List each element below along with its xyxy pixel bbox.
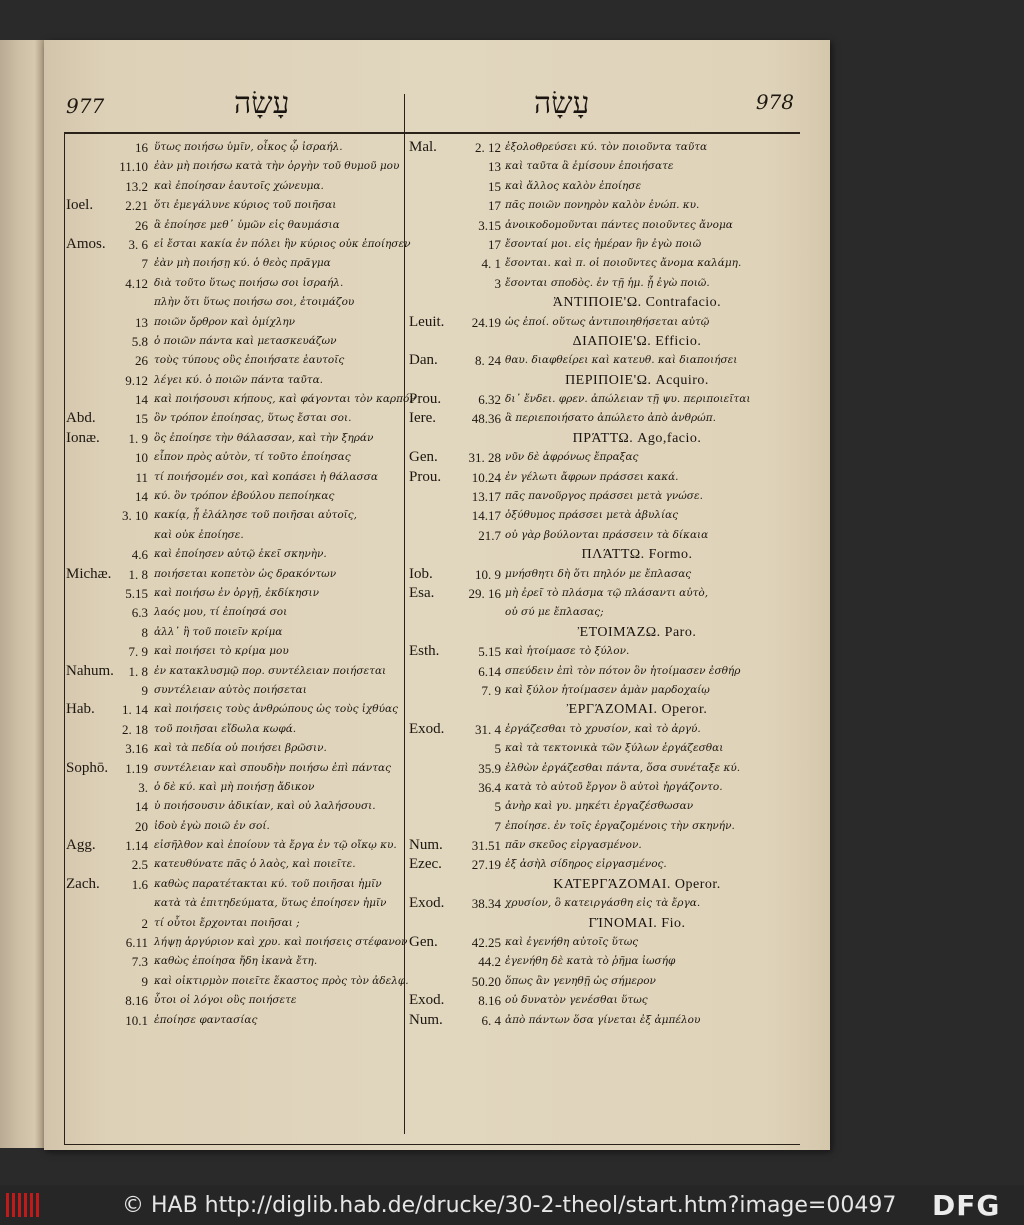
verse-reference: 44.2 bbox=[478, 954, 501, 970]
greek-text: ἐλθὼν ἐργάζεσθαι πάντα, ὅσα συνέταξε κύ. bbox=[505, 761, 741, 774]
concordance-entry bbox=[407, 933, 797, 952]
verse-reference: 4.6 bbox=[131, 547, 148, 563]
book-name: Prou. bbox=[409, 468, 442, 485]
greek-text: συντέλειαν αὐτὸς ποιήσεται bbox=[154, 683, 307, 696]
concordance-entry bbox=[64, 797, 402, 816]
verse-reference: 29. 16 bbox=[468, 585, 501, 601]
book-page bbox=[44, 40, 830, 1150]
verse-reference: 6.32 bbox=[478, 392, 501, 408]
book-name: Abd. bbox=[66, 410, 96, 427]
concordance-entry bbox=[407, 952, 797, 971]
book-name: Prou. bbox=[409, 391, 442, 408]
verse-reference: 8.16 bbox=[478, 993, 501, 1009]
verse-reference: 14 bbox=[135, 489, 148, 505]
lemma-heading: ΠΕΡΙΠΟΙΕ'Ω. Acquiro. bbox=[565, 372, 709, 388]
greek-text: ὁ ποιῶν πάντα καὶ μετασκευάζων bbox=[154, 334, 337, 347]
verse-reference: 1. 14 bbox=[122, 702, 148, 718]
verse-reference: 1.6 bbox=[131, 876, 148, 892]
verse-reference: 16 bbox=[135, 140, 148, 155]
greek-text: νῦν δὲ ἀφρόνως ἔπραξας bbox=[505, 451, 639, 464]
concordance-entry bbox=[407, 720, 797, 739]
verse-reference: 8 bbox=[141, 624, 148, 640]
concordance-entry bbox=[64, 933, 408, 952]
greek-text: ἔσονται σποδὸς. ἐν τῇ ἡμ. ᾗ ἐγὼ ποιῶ. bbox=[505, 276, 710, 289]
concordance-entry bbox=[407, 681, 797, 700]
verse-reference: 11.10 bbox=[119, 159, 148, 175]
concordance-entry bbox=[407, 235, 797, 254]
concordance-entry bbox=[407, 448, 797, 467]
concordance-entry bbox=[407, 351, 797, 370]
concordance-entry bbox=[407, 1011, 797, 1030]
greek-text: καὶ ποιήσω ἐν ὀργῇ, ἐκδίκησιν bbox=[154, 586, 320, 599]
book-name: Agg. bbox=[66, 837, 96, 854]
concordance-entry bbox=[64, 157, 402, 176]
book-name: Iob. bbox=[409, 565, 433, 582]
citation-link[interactable]: © HAB http://diglib.hab.de/drucke/30-2-theol/start.htm?image=00497 bbox=[122, 1193, 897, 1218]
verse-reference: 9.12 bbox=[125, 372, 148, 388]
greek-text: λέγει κύ. ὁ ποιῶν πάντα ταῦτα. bbox=[154, 373, 324, 386]
page-content bbox=[64, 82, 800, 1142]
verse-reference: 13 bbox=[135, 314, 148, 330]
greek-text: καὶ τὰ τεκτονικὰ τῶν ξύλων ἐργάζεσθαι bbox=[505, 742, 724, 755]
greek-text: τί ποιήσομέν σοι, καὶ κοπάσει ἡ θάλασσα bbox=[154, 470, 378, 483]
lemma-heading: ΠΡΆΤΤΩ. Ago,facio. bbox=[572, 430, 702, 446]
greek-text: ἀνοικοδομοῦνται πάντες ποιοῦντες ἄνομα bbox=[505, 218, 733, 231]
hebrew-heading-right: עָשָׂה bbox=[534, 86, 590, 121]
concordance-entry bbox=[64, 875, 402, 894]
concordance-entry bbox=[407, 216, 797, 235]
greek-text: εἶπον πρὸς αὐτὸν, τί τοῦτο ἐποίησας bbox=[154, 451, 351, 464]
greek-text: ὀξύθυμος πράσσει μετὰ ἀβυλίας bbox=[505, 509, 679, 522]
greek-text: ἀπὸ πάντων ὅσα γίνεται ἐξ ἀμπέλου bbox=[505, 1013, 701, 1026]
concordance-entry bbox=[64, 293, 402, 312]
concordance-entry bbox=[407, 468, 797, 487]
greek-text: ἐξ ἀσὴλ σίδηρος εἰργασμένος. bbox=[505, 858, 667, 871]
greek-text: ἐποίησε. ἐν τοῖς ἐργαζομένοις τὴν σκηνήν. bbox=[505, 819, 735, 832]
book-name: Leuit. bbox=[409, 313, 445, 330]
verse-reference: 15 bbox=[488, 178, 501, 194]
concordance-entry bbox=[407, 972, 797, 991]
greek-text: δι᾽ ἔνδει. φρεν. ἀπώλειαν τῇ ψυ. περιποιεῖται bbox=[505, 393, 751, 406]
greek-text: μνήσθητι δὴ ὅτι πηλόν με ἔπλασας bbox=[505, 567, 692, 580]
verse-reference: 14 bbox=[135, 799, 148, 815]
greek-text: ὡς ἐποί. οὕτως ἀντιποιηθήσεται αὐτῷ bbox=[505, 315, 710, 328]
verse-reference: 13.17 bbox=[471, 489, 501, 505]
greek-text: ἐργάζεσθαι τὸ χρυσίον, καὶ τὸ ἀργύ. bbox=[505, 722, 701, 735]
concordance-entry bbox=[407, 739, 797, 758]
concordance-entry bbox=[64, 429, 402, 448]
verse-reference: 9 bbox=[141, 973, 148, 989]
concordance-entry bbox=[64, 584, 402, 603]
book-name: Michæ. bbox=[66, 565, 112, 582]
greek-text: τοὺς τύπους οὓς ἐποιήσατε ἑαυτοῖς bbox=[154, 354, 345, 367]
verse-reference: 1. 9 bbox=[128, 430, 148, 446]
concordance-entry bbox=[407, 836, 797, 855]
verse-reference: 8. 24 bbox=[475, 353, 501, 369]
greek-text: λαός μου, τί ἐποίησά σοι bbox=[154, 606, 288, 619]
concordance-entry bbox=[407, 506, 797, 525]
greek-text: κατευθύνατε πᾶς ὁ λαὸς, καὶ ποιεῖτε. bbox=[154, 858, 356, 871]
greek-text: θαυ. διαφθείρει καὶ κατευθ. καὶ διαποιήσει bbox=[505, 354, 738, 367]
concordance-entry bbox=[64, 759, 402, 778]
concordance-entry bbox=[407, 313, 797, 332]
greek-text: μὴ ἐρεῖ τὸ πλάσμα τῷ πλάσαντι αὐτὸ, bbox=[505, 586, 709, 599]
verse-reference: 14.17 bbox=[471, 508, 501, 524]
greek-text: καὶ ἐποίησεν αὐτῷ ἐκεῖ σκηνὴν. bbox=[154, 548, 327, 561]
greek-text: ἔσονται. καὶ π. οἱ ποιοῦντες ἄνομα καλάμη. bbox=[505, 257, 742, 270]
greek-text: καὶ ξύλον ἡτοίμασεν ἀμὰν μαρδοχαίῳ bbox=[505, 683, 710, 696]
verse-reference: 10.24 bbox=[471, 469, 501, 485]
greek-text: καὶ ταῦτα ἃ ἐμίσουν ἐποιήσατε bbox=[505, 160, 674, 173]
hab-logo bbox=[6, 1193, 46, 1217]
greek-text: κακίᾳ, ᾗ ἐλάλησε τοῦ ποιῆσαι αὐτοῖς, bbox=[154, 509, 357, 522]
greek-text: καὶ ποιήσουσι κήπους, καὶ φάγονται τὸν καρπόν bbox=[154, 393, 416, 406]
greek-text: διὰ τοῦτο ὕτως ποιήσω σοι ἰσραήλ. bbox=[154, 276, 344, 289]
greek-text: πλὴν ὅτι ὕτως ποιήσω σοι, ἑτοιμάζου bbox=[154, 296, 355, 309]
left-page-number: 977 bbox=[66, 94, 105, 118]
lemma-heading: ΓΊΝΟΜΑΙ. Fio. bbox=[588, 915, 686, 931]
concordance-entry bbox=[64, 817, 402, 836]
concordance-entry bbox=[64, 216, 402, 235]
book-name: Nahum. bbox=[66, 662, 114, 679]
book-name: Exod. bbox=[409, 992, 445, 1009]
verse-reference: 5.15 bbox=[478, 644, 501, 660]
verse-reference: 24.19 bbox=[471, 314, 501, 330]
book-name: Gen. bbox=[409, 934, 438, 951]
verse-reference: 7.3 bbox=[131, 954, 148, 970]
verse-reference: 9 bbox=[141, 682, 148, 698]
greek-text: πᾶν σκεῦος εἰργασμένον. bbox=[505, 839, 642, 852]
concordance-entry bbox=[64, 662, 402, 681]
concordance-entry bbox=[407, 565, 797, 584]
greek-text: λήψῃ ἀργύριον καὶ χρυ. καὶ ποιήσεις στέφανον bbox=[154, 936, 408, 949]
concordance-entry bbox=[64, 836, 402, 855]
verse-reference: 15 bbox=[135, 411, 148, 427]
left-concordance-column bbox=[64, 138, 416, 1030]
greek-text: ποιῶν ὄρθρον καὶ ὁμίχλην bbox=[154, 315, 296, 328]
concordance-entry bbox=[407, 177, 797, 196]
verse-reference: 38.34 bbox=[471, 896, 501, 912]
verse-reference: 4. 1 bbox=[481, 256, 501, 272]
greek-text: ἐὰν μὴ ποιήσω κατὰ τὴν ὀργὴν τοῦ θυμοῦ μου bbox=[154, 160, 400, 173]
greek-text: ἐξολοθρεύσει κύ. τὸν ποιοῦντα ταῦτα bbox=[505, 141, 708, 153]
verse-reference: 2 bbox=[141, 915, 148, 931]
greek-text: εἰ ἔσται κακία ἐν πόλει ἣν κύριος οὐκ ἐποίησεν bbox=[154, 237, 411, 250]
footer-bar bbox=[0, 1185, 1024, 1225]
concordance-entry bbox=[407, 274, 797, 293]
greek-text: καὶ οἰκτιρμὸν ποιεῖτε ἕκαστος πρὸς τὸν ἀδελφ. bbox=[154, 974, 409, 987]
verse-reference: 26 bbox=[135, 353, 148, 369]
verse-reference: 6. 4 bbox=[481, 1012, 501, 1028]
concordance-entry bbox=[64, 739, 402, 758]
concordance-entry bbox=[407, 157, 797, 176]
concordance-entry bbox=[64, 487, 402, 506]
concordance-entry bbox=[407, 855, 797, 874]
verse-reference: 3. 6 bbox=[128, 236, 148, 252]
book-name: Dan. bbox=[409, 352, 438, 369]
greek-text: κύ. ὃν τρόπον ἐβούλου πεποίηκας bbox=[154, 490, 335, 503]
concordance-entry bbox=[407, 254, 797, 273]
greek-text: σπεύδειν ἐπὶ τὸν πότον ὃν ἡτοίμασεν ἐσθήρ bbox=[505, 664, 741, 677]
verse-reference: 14 bbox=[135, 392, 148, 408]
greek-text: ἰδοὺ ἐγὼ ποιῶ ἐν σοί. bbox=[154, 819, 270, 832]
verse-reference: 3. 10 bbox=[122, 508, 148, 524]
concordance-entry bbox=[407, 138, 797, 157]
concordance-entry bbox=[64, 313, 402, 332]
concordance-entry bbox=[64, 720, 402, 739]
greek-text: χρυσίον, ὃ κατειργάσθη εἰς τὰ ἔργα. bbox=[505, 897, 701, 910]
verse-reference: 6.14 bbox=[478, 663, 501, 679]
verse-reference: 2. 18 bbox=[122, 721, 148, 737]
verse-reference: 20 bbox=[135, 818, 148, 834]
dfg-logo: DFG bbox=[932, 1189, 1001, 1222]
book-name: Exod. bbox=[409, 720, 445, 737]
verse-reference: 7 bbox=[141, 256, 148, 272]
book-name: Ionæ. bbox=[66, 429, 100, 446]
greek-text: πᾶς πανοῦργος πράσσει μετὰ γνώσε. bbox=[505, 490, 703, 503]
concordance-entry bbox=[64, 681, 402, 700]
header-rule bbox=[64, 132, 800, 134]
verse-reference: 21.7 bbox=[478, 527, 501, 543]
greek-text: καθὼς παρατέτακται κύ. τοῦ ποιῆσαι ἡμῖν bbox=[154, 877, 382, 890]
verse-reference: 11 bbox=[135, 469, 148, 485]
verse-reference: 4.12 bbox=[125, 275, 148, 291]
greek-text: τοῦ ποιῆσαι εἴδωλα κωφά. bbox=[154, 722, 297, 735]
concordance-entry bbox=[407, 409, 797, 428]
hebrew-heading-left: עָשָׂה bbox=[234, 86, 290, 121]
concordance-entry bbox=[407, 526, 797, 545]
verse-reference: 10.1 bbox=[125, 1012, 148, 1028]
greek-text: καὶ οὐκ ἐποίησε. bbox=[154, 528, 244, 541]
greek-text: ἐν κατακλυσμῷ πορ. συντέλειαν ποιήσεται bbox=[154, 664, 387, 677]
greek-text: καὶ ἄλλος καλὸν ἐποίησε bbox=[505, 179, 642, 192]
greek-text: ὃν τρόπον ἐποίησας, ὕτως ἔσται σοι. bbox=[154, 412, 352, 425]
concordance-entry bbox=[407, 584, 797, 603]
verse-reference: 5.8 bbox=[131, 333, 148, 349]
greek-text: καὶ τὰ πεδία οὐ ποιήσει βρῶσιν. bbox=[154, 742, 327, 755]
concordance-entry bbox=[64, 1011, 402, 1030]
book-name: Mal. bbox=[409, 139, 437, 155]
concordance-entry bbox=[64, 371, 402, 390]
verse-reference: 3.15 bbox=[478, 217, 501, 233]
greek-text: καὶ ἡτοίμασε τὸ ξύλον. bbox=[505, 645, 630, 658]
book-name: Gen. bbox=[409, 449, 438, 466]
concordance-entry bbox=[64, 138, 402, 157]
verse-reference: 13 bbox=[488, 159, 501, 175]
lemma-heading: ἘΡΓΆΖΟΜΑΙ. Operor. bbox=[566, 702, 708, 718]
greek-text: ὑ ποιήσουσιν ἀδικίαν, καὶ οὐ λαλήσουσι. bbox=[154, 800, 376, 813]
concordance-entry bbox=[64, 855, 402, 874]
lemma-heading: ΠΛΆΤΤΩ. Formo. bbox=[581, 547, 693, 563]
concordance-entry bbox=[407, 603, 797, 622]
concordance-entry bbox=[64, 468, 402, 487]
verse-reference: 1. 8 bbox=[128, 663, 148, 679]
verse-reference: 31. 4 bbox=[475, 721, 501, 737]
greek-text: καὶ ἐγενήθη αὐτοῖς ὕτως bbox=[505, 936, 639, 949]
verse-reference: 1.19 bbox=[125, 760, 148, 776]
concordance-entry bbox=[64, 351, 402, 370]
greek-text: ἐὰν μὴ ποιήσῃ κύ. ὁ θεὸς πρᾶγμα bbox=[154, 257, 331, 270]
verse-reference: 17 bbox=[488, 198, 501, 214]
concordance-entry bbox=[64, 914, 402, 933]
book-name: Ioel. bbox=[66, 197, 94, 214]
verse-reference: 2.5 bbox=[131, 857, 148, 873]
concordance-entry bbox=[64, 642, 402, 661]
greek-text: τί οὗτοι ἔρχονται ποιῆσαι ; bbox=[154, 916, 300, 929]
concordance-entry bbox=[64, 196, 402, 215]
lemma-heading: ἈΝΤΙΠΟΙΕ'Ω. Contrafacio. bbox=[552, 295, 722, 311]
verse-reference: 13.2 bbox=[125, 178, 148, 194]
book-name: Iere. bbox=[409, 410, 437, 427]
verse-reference: 1. 8 bbox=[128, 566, 148, 582]
concordance-entry bbox=[64, 506, 402, 525]
concordance-entry bbox=[64, 894, 402, 913]
verse-reference: 5.15 bbox=[125, 585, 148, 601]
book-name: Zach. bbox=[66, 875, 100, 892]
concordance-entry bbox=[64, 526, 402, 545]
verse-reference: 2. 12 bbox=[475, 140, 501, 155]
greek-text: οὐ γὰρ βούλονται πράσσειν τὰ δίκαια bbox=[505, 528, 709, 541]
greek-text: ὕτως ποιήσω ὑμῖν, οἶκος ᾧ ἰσραήλ. bbox=[154, 141, 343, 153]
greek-text: συντέλειαν καὶ σπουδὴν ποιήσω ἐπὶ πάντας bbox=[154, 761, 391, 774]
book-name: Hab. bbox=[66, 701, 95, 718]
greek-text: οὐ δυνατὸν γενέσθαι ὕτως bbox=[505, 994, 648, 1007]
verse-reference: 26 bbox=[135, 217, 148, 233]
book-name: Ezec. bbox=[409, 856, 442, 873]
book-name: Esth. bbox=[409, 643, 440, 660]
lemma-heading: ΔΙΑΠΟΙΕ'Ω. Efficio. bbox=[572, 333, 702, 349]
book-name: Amos. bbox=[66, 235, 106, 252]
concordance-entry bbox=[64, 603, 402, 622]
concordance-entry bbox=[64, 390, 416, 409]
concordance-entry bbox=[64, 565, 402, 584]
book-name: Num. bbox=[409, 1011, 443, 1028]
right-concordance-column bbox=[407, 138, 797, 1030]
greek-text: καθὼς ἐποίησα ἤδη ἱκανὰ ἔτη. bbox=[154, 955, 318, 968]
greek-text: ἐν γέλωτι ἄφρων πράσσει κακά. bbox=[505, 470, 679, 483]
greek-text: καὶ ποιήσει τὸ κρίμα μου bbox=[154, 645, 289, 658]
verse-reference: 6.11 bbox=[125, 935, 148, 951]
greek-text: ἃ περιεποιήσατο ἀπώλετο ἀπὸ ἀνθρώπ. bbox=[505, 412, 716, 425]
concordance-entry bbox=[64, 254, 402, 273]
verse-reference: 36.4 bbox=[478, 779, 501, 795]
concordance-entry bbox=[407, 759, 797, 778]
verse-reference: 3. bbox=[138, 779, 148, 795]
concordance-entry bbox=[407, 487, 797, 506]
verse-reference: 31. 28 bbox=[468, 450, 501, 466]
verse-reference: 3.16 bbox=[125, 741, 148, 757]
bottom-rule bbox=[64, 1144, 800, 1145]
concordance-entry bbox=[64, 332, 402, 351]
book-name: Esa. bbox=[409, 584, 435, 601]
greek-text: κατὰ τὸ αὐτοῦ ἔργον ὃ αὐτοὶ ἠργάζοντο. bbox=[505, 780, 723, 793]
concordance-entry bbox=[64, 177, 402, 196]
greek-text: καὶ ποιήσεις τοὺς ἀνθρώπους ὡς τοὺς ἰχθύας bbox=[154, 703, 398, 716]
verse-reference: 1.14 bbox=[125, 838, 148, 854]
greek-text: κατὰ τὰ ἐπιτηδεύματα, ὕτως ἐποίησεν ἡμῖν bbox=[154, 897, 387, 910]
verse-reference: 35.9 bbox=[478, 760, 501, 776]
verse-reference: 17 bbox=[488, 236, 501, 252]
greek-text: ἀλλ᾽ ἢ τοῦ ποιεῖν κρίμα bbox=[154, 625, 283, 638]
concordance-entry bbox=[407, 642, 797, 661]
verse-reference: 7 bbox=[494, 818, 501, 834]
greek-text: ἐγενήθη δὲ κατὰ τὸ ῥῆμα ἰωσήφ bbox=[505, 955, 676, 968]
greek-text: πᾶς ποιῶν πονηρὸν καλὸν ἐνώπ. κυ. bbox=[505, 199, 700, 212]
concordance-entry bbox=[407, 894, 797, 913]
concordance-entry bbox=[64, 235, 411, 254]
concordance-entry bbox=[64, 972, 409, 991]
greek-text: ἀνὴρ καὶ γυ. μηκέτι ἐργαζέσθωσαν bbox=[505, 800, 694, 813]
verse-reference: 10. 9 bbox=[475, 566, 501, 582]
verse-reference: 2.21 bbox=[125, 198, 148, 214]
greek-text: ὅτι ἐμεγάλυνε κύριος τοῦ ποιῆσαι bbox=[154, 199, 337, 212]
concordance-entry bbox=[407, 817, 797, 836]
greek-text: ὅπως ἂν γενηθῇ ὡς σήμερον bbox=[505, 974, 656, 987]
verse-reference: 48.36 bbox=[471, 411, 501, 427]
verse-reference: 7. 9 bbox=[128, 644, 148, 660]
concordance-entry bbox=[64, 545, 402, 564]
book-name: Sophō. bbox=[66, 759, 109, 776]
concordance-entry bbox=[64, 991, 402, 1010]
previous-page-edge bbox=[0, 40, 46, 1148]
concordance-entry bbox=[64, 274, 402, 293]
greek-text: ἔσονταί μοι. εἰς ἡμέραν ἣν ἐγὼ ποιῶ bbox=[505, 237, 702, 250]
concordance-entry bbox=[64, 623, 402, 642]
lemma-heading: ἘΤΟΙΜΆΖΩ. Paro. bbox=[577, 624, 697, 640]
greek-text: ἐποίησε φαντασίας bbox=[154, 1013, 258, 1026]
verse-reference: 31.51 bbox=[471, 838, 501, 854]
concordance-entry bbox=[407, 797, 797, 816]
verse-reference: 7. 9 bbox=[481, 682, 501, 698]
concordance-entry bbox=[64, 778, 402, 797]
verse-reference: 42.25 bbox=[471, 935, 501, 951]
verse-reference: 8.16 bbox=[125, 993, 148, 1009]
greek-text: καὶ ἐποίησαν ἑαυτοῖς χώνευμα. bbox=[154, 179, 324, 192]
concordance-entry bbox=[64, 952, 402, 971]
concordance-entry bbox=[407, 662, 797, 681]
greek-text: ὁ δὲ κύ. καὶ μὴ ποιήσῃ ἄδικον bbox=[154, 780, 315, 793]
concordance-entry bbox=[407, 390, 797, 409]
book-name: Exod. bbox=[409, 895, 445, 912]
verse-reference: 27.19 bbox=[471, 857, 501, 873]
verse-reference: 50.20 bbox=[471, 973, 501, 989]
book-name: Num. bbox=[409, 837, 443, 854]
greek-text: ὃς ἐποίησε τὴν θάλασσαν, καὶ τὴν ξηράν bbox=[154, 431, 374, 444]
concordance-entry bbox=[64, 448, 402, 467]
concordance-entry bbox=[407, 196, 797, 215]
greek-text: εἰσῆλθον καὶ ἐποίουν τὰ ἔργα ἐν τῷ οἴκῳ κυ. bbox=[154, 839, 397, 852]
verse-reference: 3 bbox=[494, 275, 501, 291]
right-page-number: 978 bbox=[755, 90, 794, 114]
concordance-entry bbox=[407, 778, 797, 797]
greek-text: οὐ σύ με ἔπλασας; bbox=[505, 606, 604, 619]
verse-reference: 6.3 bbox=[131, 605, 148, 621]
greek-text: ὗτοι οἱ λόγοι οὓς ποιήσετε bbox=[154, 994, 297, 1007]
concordance-entry bbox=[407, 991, 797, 1010]
lemma-heading: ΚΑΤΕΡΓΆΖΟΜΑΙ. Operor. bbox=[553, 876, 721, 892]
concordance-entry bbox=[64, 409, 402, 428]
greek-text: ποιήσεται κοπετὸν ὡς δρακόντων bbox=[154, 567, 337, 580]
verse-reference: 5 bbox=[494, 741, 501, 757]
verse-reference: 5 bbox=[494, 799, 501, 815]
page-header bbox=[64, 82, 800, 132]
verse-reference: 10 bbox=[135, 450, 148, 466]
greek-text: ἃ ἐποίησε μεθ᾽ ὑμῶν εἰς θαυμάσια bbox=[154, 218, 340, 231]
concordance-entry bbox=[64, 700, 402, 719]
